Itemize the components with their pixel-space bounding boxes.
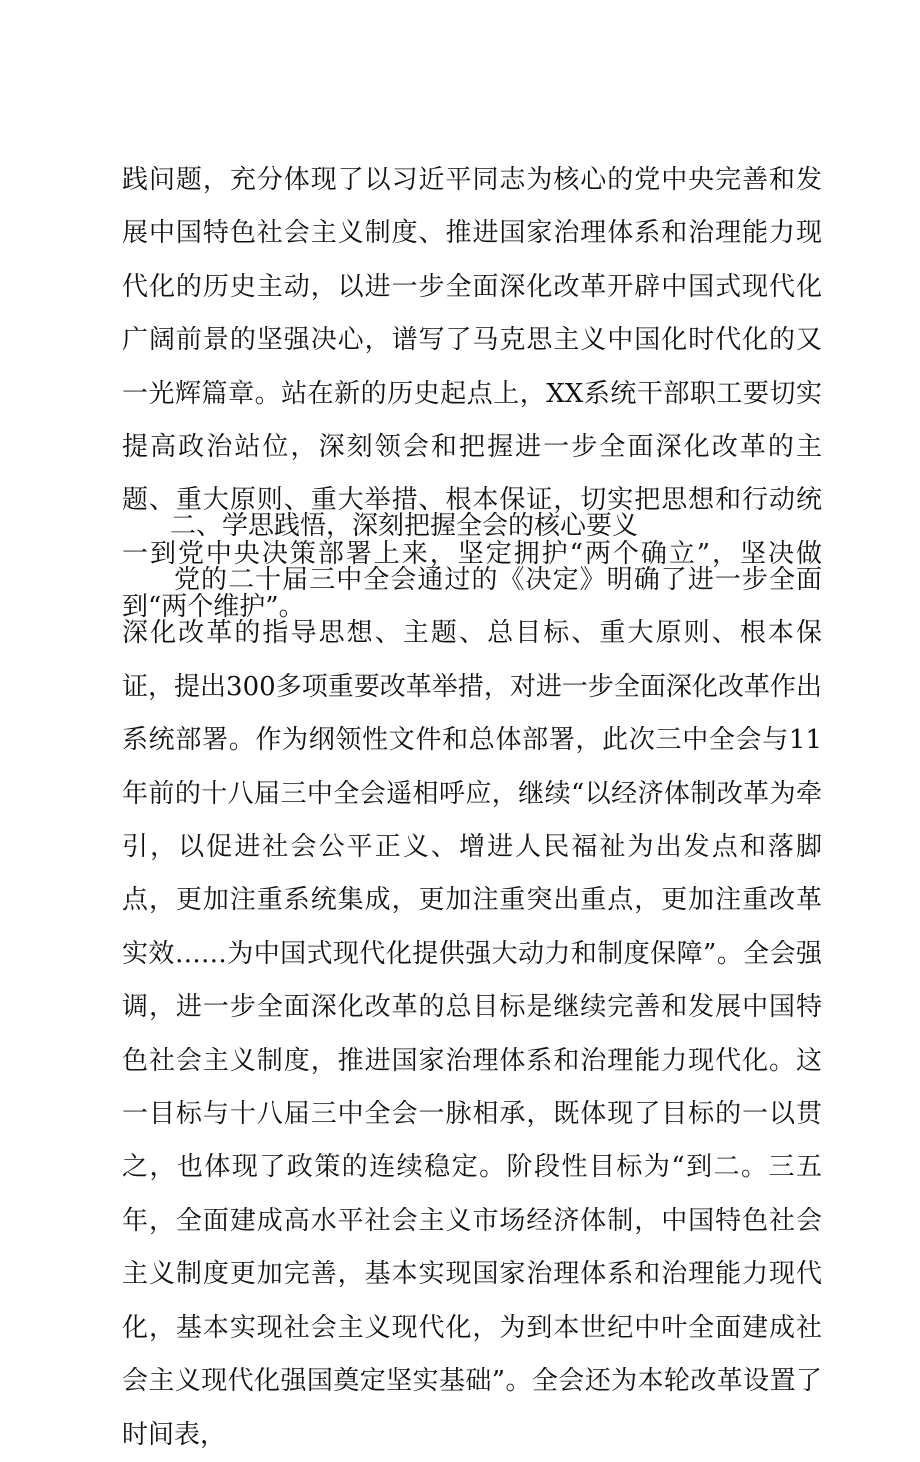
section-heading: 二、学思践悟，深刻把握全会的核心要义 <box>170 511 639 541</box>
paragraph-continued: 践问题，充分体现了以习近平同志为核心的党中央完善和发展中国特色社会主义制度、推进国家治理体系和治理能力现代化的历史主动，以进一步全面深化改革开辟中国式现代化广阔前景的坚强决心，谱写了马克思主义中国化时代化的又一光辉篇章。站在新的历史起点上，XX系统干部职工要切实提高政治站位，深刻领会和把握进一步全面深化改革的主题、重大原则、重大举措、根本保证，切实把思想和行动统一到党中央决策部署上来，坚定拥护“两个确立”，坚决做到“两个维护”。 <box>122 165 822 623</box>
paragraph-2: 党的二十届三中全会通过的《决定》明确了进一步全面深化改革的指导思想、主题、总目标、重大原则、根本保证，提出300多项重要改革举措，对进一步全面深化改革作出系统部署。作为纲领性文件和总体部署，此次三中全会与11年前的十八届三中全会遥相呼应，继续“以经济体制改革为牵引，以促进社会公平正义、增进人民福祉为出发点和落脚点，更加注重系统集成，更加注重突出重点，更加注重改革实效……为中国式现代化提供强大动力和制度保障”。全会强调，进一步全面深化改革的总目标是继续完善和发展中国特色社会主义制度，推进国家治理体系和治理能力现代化。这一目标与十八届三中全会一脉相承，既体现了目标的一以贯之，也体现了政策的连续稳定。阶段性目标为“到二。三五年，全面建成高水平社会主义市场经济体制，中国特色社会主义制度更加完善，基本实现国家治理体系和治理能力现代化，基本实现社会主义现代化，为到本世纪中叶全面建成社会主义现代化强国奠定坚实基础”。全会还为本轮改革设置了时间表， <box>122 565 822 1450</box>
body-text-section-2 <box>122 554 822 1462</box>
